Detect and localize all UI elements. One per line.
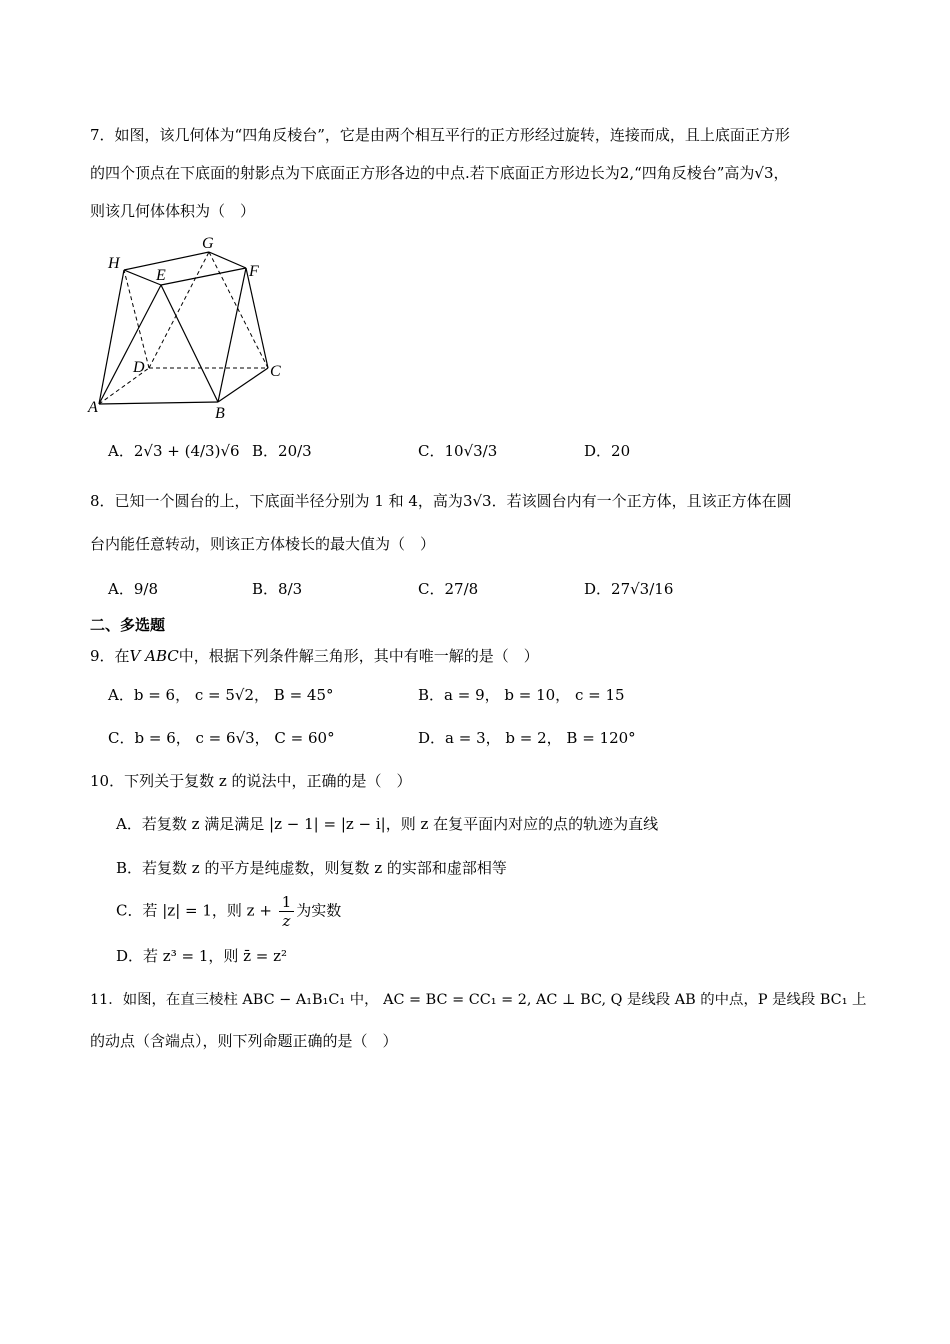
option-text: 8/3 bbox=[278, 580, 303, 598]
q8-stem-part2: ．若该圆台内有一个正方体，且该正方体在圆 bbox=[491, 492, 792, 510]
q7-stem-line2 bbox=[90, 162, 789, 184]
edge-AE bbox=[99, 285, 161, 404]
q7-stem-line2-text: 的四个顶点在下底面的射影点为下底面正方形各边的中点.若下底面正方形边长为2,“四角反棱台”高为 bbox=[90, 164, 755, 182]
option-letter: D． bbox=[116, 947, 144, 965]
q9-triangle: V ABC bbox=[129, 647, 179, 665]
q7-option-c[interactable] bbox=[418, 440, 497, 462]
option-letter: C． bbox=[418, 442, 445, 460]
q7-option-d[interactable] bbox=[584, 440, 630, 462]
label-E: E bbox=[156, 267, 166, 284]
q9-stem-part1: 9．在 bbox=[90, 647, 130, 665]
edge-GF bbox=[209, 252, 246, 268]
q9-option-c[interactable] bbox=[108, 727, 335, 749]
q7-option-b[interactable] bbox=[252, 440, 312, 462]
q10-option-c[interactable] bbox=[116, 893, 341, 930]
option-text: 2√3 + (4/3)√6 bbox=[133, 442, 240, 460]
q7-option-a[interactable] bbox=[108, 440, 240, 462]
q8-height-value: 3√3 bbox=[462, 492, 492, 510]
q11-stem-line1: 11．如图，在直三棱柱 ABC − A₁B₁C₁ 中， AC = BC = CC₁ = 2, AC ⊥ BC, Q 是线段 AB 的中点，P 是线段 BC₁ 上 bbox=[90, 992, 867, 1008]
option-letter: D． bbox=[584, 580, 612, 598]
q10-option-b[interactable] bbox=[116, 857, 507, 879]
edge-FE bbox=[161, 268, 246, 285]
label-G: G bbox=[202, 235, 214, 252]
q7-stem-line1: 7．如图，该几何体为“四角反棱台”，它是由两个相互平行的正方形经过旋转，连接而成，且上底面正方形 bbox=[90, 126, 790, 144]
option-letter: A． bbox=[108, 686, 134, 704]
option-letter: D． bbox=[418, 729, 446, 747]
option-text: 若复数 z 的平方是纯虚数，则复数 z 的实部和虚部相等 bbox=[142, 859, 507, 877]
option-text: b = 6， c = 6√3， C = 60° bbox=[134, 729, 335, 747]
option-text: a = 3， b = 2， B = 120° bbox=[445, 729, 636, 747]
q9-option-a[interactable] bbox=[108, 684, 334, 706]
option-text: b = 6， c = 5√2， B = 45° bbox=[133, 686, 334, 704]
q11-stem-line2: 的动点（含端点），则下列命题正确的是（ ） bbox=[90, 1032, 398, 1050]
q8-option-c[interactable] bbox=[418, 578, 478, 600]
edge-BE bbox=[161, 285, 218, 402]
edge-BC bbox=[218, 368, 268, 402]
label-A: A bbox=[88, 399, 98, 416]
q7-antiprism-figure bbox=[84, 232, 294, 418]
option-letter: C． bbox=[116, 901, 143, 920]
q10-option-a[interactable] bbox=[116, 813, 658, 835]
option-letter: A． bbox=[108, 580, 134, 598]
section-heading-multiple-choice: 二、多选题 bbox=[90, 616, 166, 634]
q7-stem-line3: 则该几何体体积为（ ） bbox=[90, 202, 256, 220]
option-text: 若 |z| = 1，则 z + bbox=[142, 901, 272, 920]
edge-DH bbox=[124, 270, 149, 368]
option-letter: B． bbox=[252, 442, 279, 460]
option-text: a = 9， b = 10， c = 15 bbox=[444, 686, 625, 704]
option-text: 若 z³ = 1，则 z̄ = z² bbox=[143, 947, 288, 965]
q10-stem: 10．下列关于复数 z 的说法中，正确的是（ ） bbox=[90, 772, 412, 790]
q8-option-a[interactable] bbox=[108, 578, 158, 600]
q8-option-d[interactable] bbox=[584, 578, 673, 600]
option-text: 9/8 bbox=[133, 580, 158, 598]
edge-BF bbox=[218, 268, 246, 402]
q8-stem-line2: 台内能任意转动，则该正方体棱长的最大值为（ ） bbox=[90, 535, 436, 553]
option-letter: A． bbox=[116, 815, 142, 833]
q8-option-b[interactable] bbox=[252, 578, 302, 600]
label-F: F bbox=[249, 263, 259, 280]
q9-option-d[interactable] bbox=[418, 727, 636, 749]
option-text: 20/3 bbox=[278, 442, 312, 460]
q9-stem bbox=[90, 645, 539, 667]
label-D: D bbox=[133, 359, 145, 376]
q9-stem-part2: 中，根据下列条件解三角形，其中有唯一解的是（ ） bbox=[178, 647, 539, 665]
option-letter: B． bbox=[252, 580, 279, 598]
one-over-z-fraction: $\frac{1}{z}$ bbox=[279, 893, 295, 930]
q7-height-value: √3， bbox=[754, 164, 789, 182]
option-letter: A． bbox=[108, 442, 134, 460]
option-text: 10√3/3 bbox=[444, 442, 498, 460]
option-text-tail: 为实数 bbox=[296, 901, 342, 920]
option-letter: C． bbox=[108, 729, 135, 747]
q8-stem-line1 bbox=[90, 490, 792, 512]
option-text: 27/8 bbox=[444, 580, 479, 598]
q8-stem-part1: 8．已知一个圆台的上，下底面半径分别为 1 和 4，高为 bbox=[90, 492, 463, 510]
q10-option-d[interactable] bbox=[116, 945, 287, 967]
option-text: 27√3/16 bbox=[611, 580, 674, 598]
label-C: C bbox=[270, 363, 281, 380]
option-letter: C． bbox=[418, 580, 445, 598]
option-text: 若复数 z 满足满足 |z − 1| = |z − i|，则 z 在复平面内对应的点的轨迹为直线 bbox=[141, 815, 659, 833]
edge-HG bbox=[124, 252, 209, 270]
edge-AH bbox=[99, 270, 124, 404]
label-B: B bbox=[215, 405, 225, 418]
option-letter: B． bbox=[116, 859, 143, 877]
option-text: 20 bbox=[611, 442, 631, 460]
label-H: H bbox=[108, 255, 120, 272]
q9-option-b[interactable] bbox=[418, 684, 625, 706]
option-letter: B． bbox=[418, 686, 445, 704]
edge-AB bbox=[99, 402, 218, 404]
edge-CF bbox=[246, 268, 268, 368]
option-letter: D． bbox=[584, 442, 612, 460]
